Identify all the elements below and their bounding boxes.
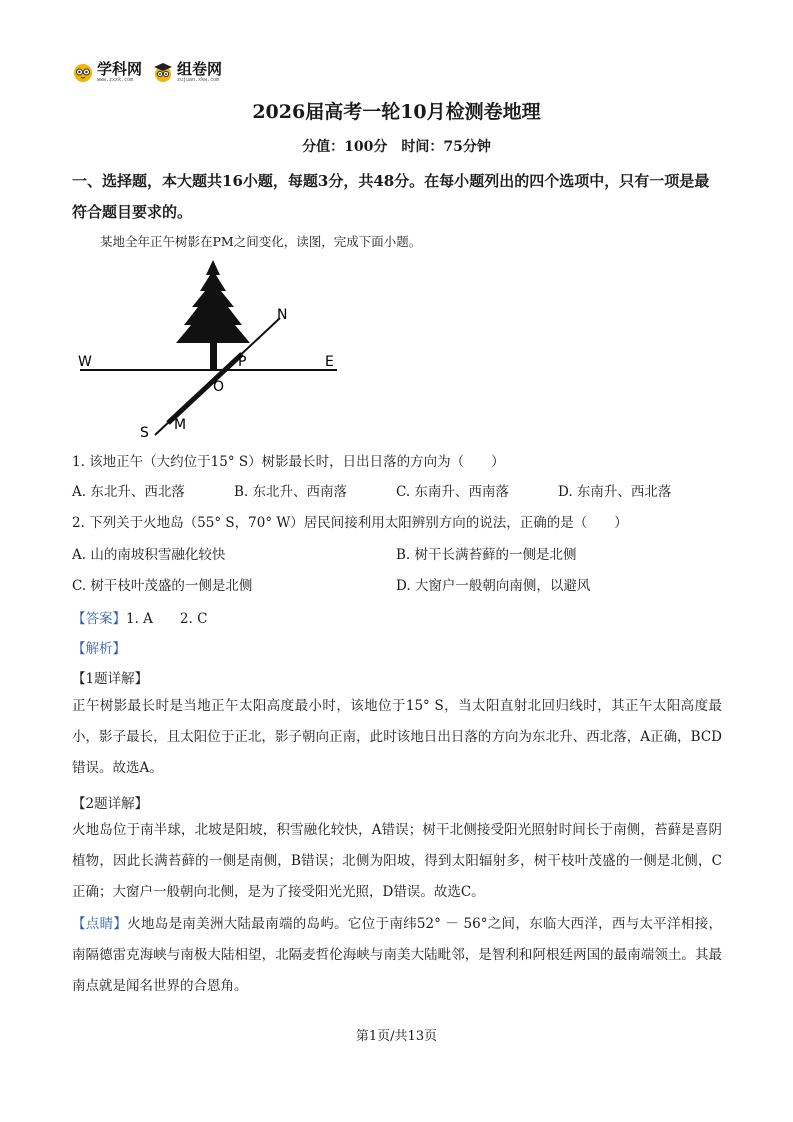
tree-shadow-diagram <box>70 255 350 445</box>
label-s: S <box>140 425 149 441</box>
logo-name: 学科网 <box>97 59 143 78</box>
detail-2-text: 火地岛位于南半球，北坡是阳坡，积雪融化较快，A错误；树干北侧接受阳光照射时间长于南侧，苔藓是喜阴植物，因此长满苔藓的一侧是南侧，B错误；北侧为阳坡，得到太阳辐射多，树干枝叶茂盛的一侧是北侧，C正确；大窗户一般朝向北侧，是为了接受阳光光照，D错误。故选C。 <box>72 822 722 900</box>
q1-option-b: B. 东北升、西南落 <box>234 484 348 500</box>
shadow-range-segment <box>168 354 242 423</box>
section-heading: 一、选择题，本大题共16小题，每题3分，共48分。在每小题列出的四个选项中，只有一项是最符合题目要求的。 <box>72 172 710 221</box>
q2-option-d: D. 大窗户一般朝向南侧，以避风 <box>396 578 591 594</box>
question-2-stem: 2. 下列关于火地岛（55° S，70° W）居民间接利用太阳辨别方向的说法，正确的是（ ） <box>72 515 628 531</box>
q1-option-d: D. 东南升、西北落 <box>558 484 672 500</box>
detail-1-text: 正午树影最长时是当地正午太阳高度最小时，该地位于15° S，当太阳直射北回归线时，其正午太阳高度最小，影子最长，且太阳位于正北，影子朝向正南，此时该地日出日落的方向为东北升、西北落，A正确，BCD错误。故选A。 <box>72 698 722 776</box>
page-title: 2026届高考一轮10月检测卷地理 <box>252 101 541 123</box>
question-1-stem: 1. 该地正午（大约位于15° S）树影最长时，日出日落的方向为（ ） <box>72 454 505 470</box>
exam-meta: 分值：100分 时间：75分钟 <box>302 139 491 155</box>
answer-line <box>72 607 207 627</box>
logo-name: 组卷网 <box>177 59 223 78</box>
label-n: N <box>277 307 288 323</box>
graduate-owl-icon <box>152 61 174 83</box>
answer-label: 【答案】 <box>72 611 126 627</box>
q2-option-b: B. 树干长满苔藓的一侧是北侧 <box>396 547 577 563</box>
answer-text: 1. A 2. C <box>126 611 208 627</box>
note-text: 火地岛是南美洲大陆最南端的岛屿。它位于南纬52° － 56°之间，东临大西洋，西与太平洋相接，南隔德雷克海峡与南极大陆相望，北隔麦哲伦海峡与南美大陆毗邻，是智利和阿根廷两国的最南端领土。其最南点就是闻名世界的合恩角。 <box>72 916 722 994</box>
label-w: W <box>78 354 92 370</box>
note-label: 【点睛】 <box>72 916 128 932</box>
question-intro: 某地全年正午树影在PM之间变化，读图，完成下面小题。 <box>100 234 422 249</box>
logo-url: www.zxxk.com <box>97 76 134 83</box>
q2-option-c: C. 树干枝叶茂盛的一侧是北侧 <box>72 578 253 594</box>
detail-2-label: 【2题详解】 <box>72 796 149 812</box>
analysis-label: 【解析】 <box>72 641 126 657</box>
owl-face-icon <box>72 61 94 83</box>
logo-url: zujuan.xkw.com <box>177 76 220 83</box>
label-m: M <box>174 417 187 433</box>
label-o: O <box>213 379 225 395</box>
page-number: 第1页/共13页 <box>355 1029 438 1044</box>
xueke-logo <box>72 61 142 83</box>
detail-1-label: 【1题详解】 <box>72 671 149 687</box>
q2-option-a: A. 山的南坡积雪融化较快 <box>72 547 226 563</box>
label-p: P <box>238 354 247 370</box>
label-e: E <box>325 354 334 370</box>
q1-option-a: A. 东北升、西北落 <box>72 484 185 500</box>
note-block <box>72 909 722 1002</box>
header-logos <box>72 58 222 86</box>
zujuan-logo <box>152 61 222 83</box>
q1-option-c: C. 东南升、西南落 <box>396 484 509 500</box>
